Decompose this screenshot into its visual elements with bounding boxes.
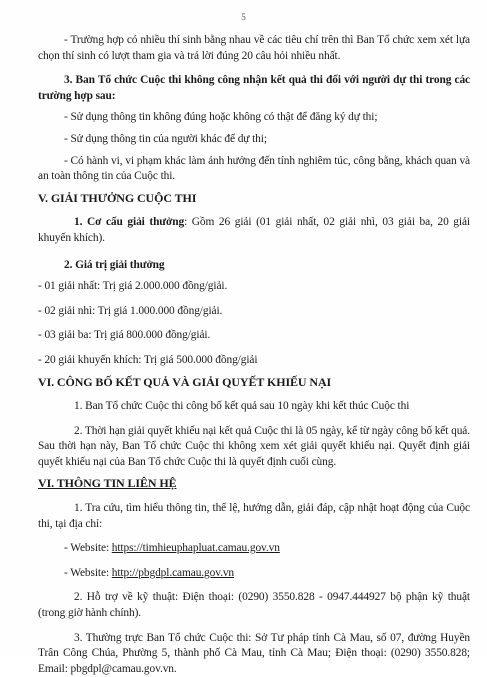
paragraph-disqualification-item-2: - Sử dụng thông tin của người khác để dự thi; <box>64 132 267 145</box>
paragraph-prize-structure <box>38 215 470 246</box>
section-heading-prizes: V. GIẢI THƯỞNG CUỘC THI <box>38 190 197 205</box>
prize-structure-text: : Gồm 26 giải (01 giải nhất, 02 giải nhì, 03 giải ba, 20 giải khuyến khích). <box>38 216 470 244</box>
section-heading-contact: VI. THÔNG TIN LIÊN HỆ <box>38 476 177 491</box>
prize-item-third: - 03 giải ba: Trị giá 800.000 đồng/giải. <box>38 329 211 342</box>
paragraph-tech-support: 2. Hỗ trợ về kỹ thuật: Điện thoại: (0290) 3550.828 - 0947.444927 bộ phận kỹ thuật (trong giờ hành chính). <box>38 591 470 620</box>
paragraph-disqualification-item-1: - Sử dụng thông tin không đúng hoặc không có thật để đăng ký dự thi; <box>64 111 378 124</box>
website-label-1: - Website: <box>64 542 112 555</box>
page-number: 5 <box>241 12 246 22</box>
paragraph-disqualification-item-3: - Có hành vi, vi phạm khác làm ảnh hưởng đến tính nghiêm túc, công bằng, khách quan và an toàn thông tin của Cuộc thi. <box>38 154 470 183</box>
website-link-1[interactable]: https://timhieuphapluat.camau.gov.vn <box>111 542 280 555</box>
paragraph-tie-rule: - Trường hợp có nhiều thí sinh bằng nhau về các tiêu chí trên thì Ban Tổ chức xem xét lựa chọn thí sinh có lượt tham gia và trả lời đúng 20 câu hỏi nhiều nhất. <box>38 34 470 62</box>
prize-item-consolation: - 20 giải khuyến khích: Trị giá 500.000 đồng/giải <box>38 353 258 366</box>
paragraph-prize-value-heading: 2. Giá trị giải thưởng <box>64 258 165 271</box>
website-line-2 <box>38 566 470 582</box>
prize-structure-label: 1. Cơ cấu giải thưởng <box>74 216 185 229</box>
paragraph-complaints: 2. Thời hạn giải quyết khiếu nại kết quả Cuộc thi là 05 ngày, kể từ ngày công bố kết quả. Sau thời hạn này, Ban Tổ chức Cuộc thi không xem xét giải quyết khiếu nại. Quyết định giải quyết khiếu nại của Ban Tổ chức Cuộc thi là quyết định cuối cùng. <box>38 424 470 468</box>
paragraph-disqualification-heading: 3. Ban Tổ chức Cuộc thi không công nhận kết quả thi đối với người dự thi trong các trường hợp sau: <box>38 74 470 102</box>
paragraph-results-announcement: 1. Ban Tổ chức Cuộc thi công bố kết quả sau 10 ngày khi kết thúc Cuộc thi <box>74 400 410 413</box>
website-label-2: - Website: <box>64 566 112 579</box>
paragraph-standing-office: 3. Thường trực Ban Tổ chức Cuộc thi: Sở Tư pháp tỉnh Cà Mau, số 07, đường Huyền Trân Công Chúa, Phường 5, thành phố Cà Mau, tỉnh Cà Mau; Điện thoại: (0290) 3550.828; Email: pbgdpl@camau.gov.vn. <box>38 631 470 675</box>
paragraph-lookup: 1. Tra cứu, tìm hiểu thông tin, thể lệ, hướng dẫn, giải đáp, cập nhật hoạt động của Cuộc thi, tại địa chỉ: <box>38 502 470 530</box>
section-heading-results: VI. CÔNG BỐ KẾT QUẢ VÀ GIẢI QUYẾT KHIẾU NẠI <box>38 374 332 389</box>
prize-item-first: - 01 giải nhất: Trị giá 2.000.000 đồng/giải. <box>38 280 228 293</box>
document-body <box>38 33 470 677</box>
prize-item-second: - 02 giải nhì: Trị giá 1.000.000 đồng/giải. <box>38 304 223 317</box>
website-link-2[interactable]: http://pbgdpl.camau.gov.vn <box>111 566 235 579</box>
website-line-1 <box>38 541 470 557</box>
